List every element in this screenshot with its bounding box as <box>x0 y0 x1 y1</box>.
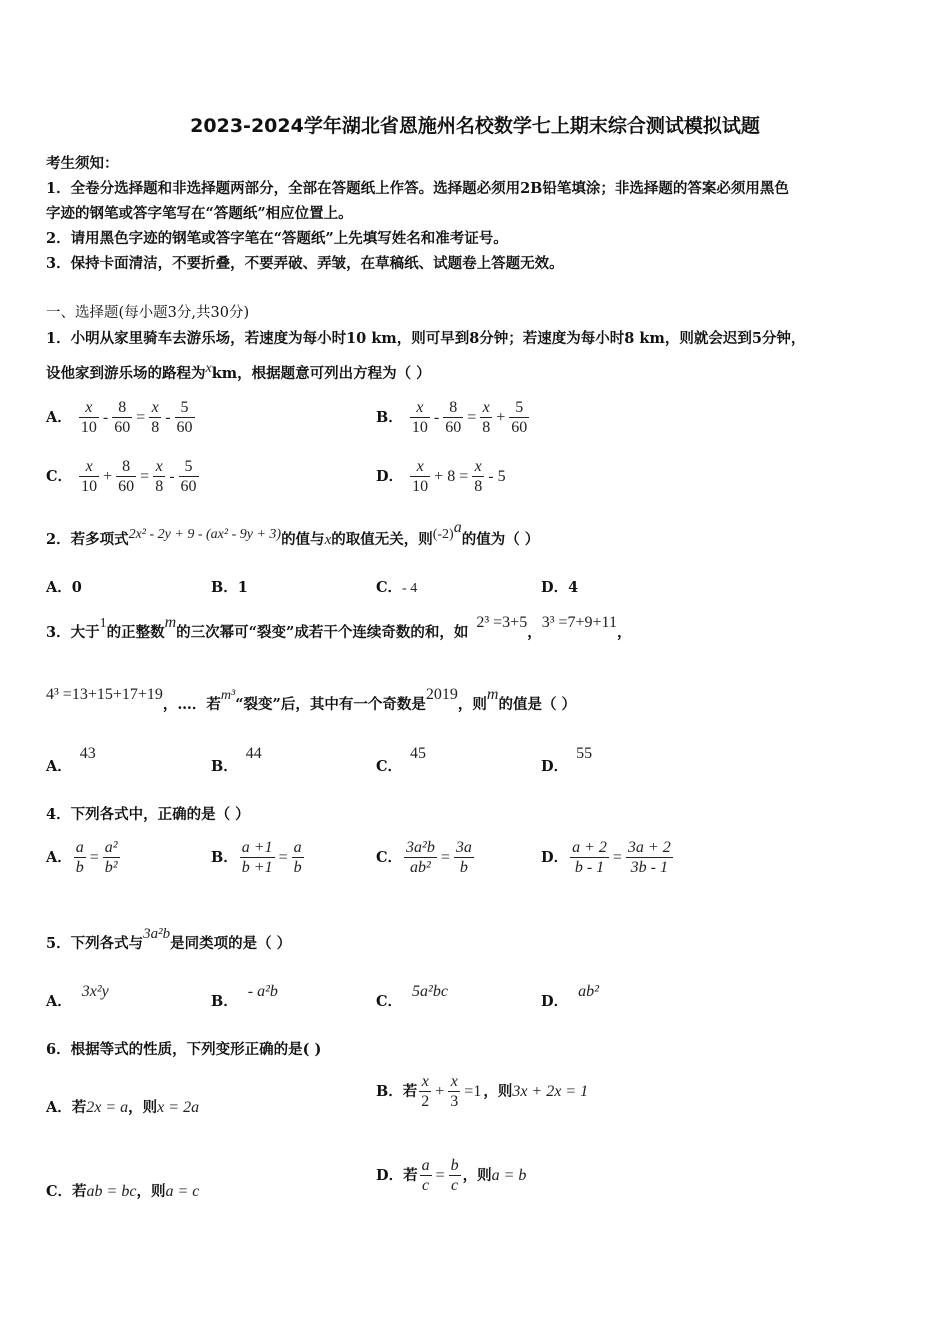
q6-stem: 6．根据等式的性质，下列变形正确的是( ) <box>46 1041 322 1058</box>
notice-item-1a: 1．全卷分选择题和非选择题两部分，全部在答题纸上作答。选择题必须用2B铅笔填涂；非选择题的答案必须用黑色 <box>46 180 789 197</box>
notice-item-2: 2．请用黑色字迹的钢笔或答字笔在“答题纸”上先填写姓名和准考证号。 <box>46 230 508 247</box>
q1-option-b[interactable]: B． $\frac{x}{10}$ - $\frac{8}{60}$ = $\frac{x}{8}$ + $\frac{5}{60}$ <box>376 399 528 436</box>
q1-option-a[interactable]: A． $\frac{x}{10}$ - $\frac{8}{60}$ = $\frac{x}{8}$ - $\frac{5}{60}$ <box>46 399 193 436</box>
section-heading: 一、选择题(每小题3分,共30分) <box>46 305 250 321</box>
q4-option-b[interactable]: B． $\frac{a +1}{b +1}$ = $\frac{a}{b}$ <box>211 839 302 876</box>
q2-stem: 2．若多项式2x² - 2y + 9 - (ax² - 9y + 3)的值与x的取值无关，则$(-2)^a$的值为（ ） <box>46 519 540 548</box>
q1-option-d[interactable]: D． $\frac{x}{10}$ + 8 = $\frac{x}{8}$ - 5 <box>376 458 506 495</box>
q6-option-a[interactable]: A．若2x = a，则x = 2a <box>46 1099 200 1116</box>
q3-option-d[interactable]: D．55 <box>541 745 593 775</box>
q5-stem: 5．下列各式与3a²b是同类项的是（ ） <box>46 926 292 952</box>
q1-stem-line1: 1．小明从家里骑车去游乐场，若速度为每小时10 km，则可早到8分钟；若速度为每小时8 km，则就会迟到5分钟， <box>46 330 806 347</box>
q6-option-c[interactable]: C．若ab = bc，则a = c <box>46 1183 200 1200</box>
q6-option-d[interactable]: D．若 $\frac{a}{c}$ = $\frac{b}{c}$ ，则a = b <box>376 1157 527 1194</box>
q3-stem-line2: 4³ =13+15+17+19，…．若m³“裂变”后，其中有一个奇数是2019，则m的值是（ ） <box>46 686 577 713</box>
q4-option-a[interactable]: A． $\frac{a}{b}$ = $\frac{\text{a²}}{\text{b²}}$ <box>46 839 118 876</box>
notice-heading: 考生须知： <box>46 155 119 172</box>
page-title: 2023-2024学年湖北省恩施州名校数学七上期末综合测试模拟试题 <box>190 115 760 137</box>
q1-stem-line2: 设他家到游乐场的路程为xkm，根据题意可列出方程为（ ） <box>46 361 431 382</box>
q3-option-b[interactable]: B．44 <box>211 745 262 775</box>
q2-option-d[interactable]: D．4 <box>541 579 579 596</box>
notice-item-1b: 字迹的钢笔或答字笔写在“答题纸”相应位置上。 <box>46 205 353 222</box>
q4-option-c[interactable]: C． $\frac{\text{3a²b}}{\text{ab²}}$ = $\frac{3a}{b}$ <box>376 839 472 876</box>
q6-option-b[interactable]: B．若 $\frac{x}{2}$ + $\frac{x}{3}$ =1 ，则3x + 2x = 1 <box>376 1073 589 1110</box>
q5-option-a[interactable]: A．3x²y <box>46 983 109 1010</box>
q1-option-c[interactable]: C． $\frac{x}{10}$ + $\frac{8}{60}$ = $\frac{x}{8}$ - $\frac{5}{60}$ <box>46 458 197 495</box>
q3-option-a[interactable]: A．43 <box>46 745 96 775</box>
q4-stem: 4．下列各式中，正确的是（ ） <box>46 806 250 823</box>
q5-option-b[interactable]: B．- a²b <box>211 983 278 1010</box>
q2-option-a[interactable]: A．0 <box>46 579 82 596</box>
q5-option-c[interactable]: C．5a²bc <box>376 983 448 1010</box>
q2-option-c[interactable]: C．- 4 <box>376 579 418 596</box>
q3-stem-line1: 3．大于1的正整数m的三次幂可“裂变”成若干个连续奇数的和，如2³ =3+5，3³ =7+9+11， <box>46 614 632 641</box>
q2-option-b[interactable]: B．1 <box>211 579 248 596</box>
q5-option-d[interactable]: D．ab² <box>541 983 599 1010</box>
q4-option-d[interactable]: D． $\frac{a + 2}{b - 1}$ = $\frac{3a + 2}{3b - 1}$ <box>541 839 671 876</box>
notice-item-3: 3．保持卡面清洁，不要折叠，不要弄破、弄皱，在草稿纸、试题卷上答题无效。 <box>46 255 564 272</box>
q3-option-c[interactable]: C．45 <box>376 745 427 775</box>
